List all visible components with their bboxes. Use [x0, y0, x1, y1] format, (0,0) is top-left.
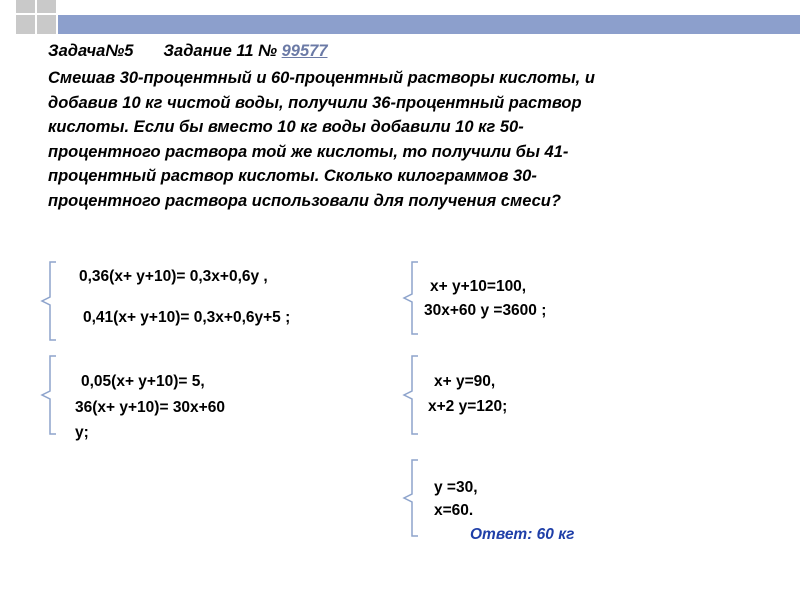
system5-eq2: x=60. [434, 502, 474, 519]
problem-line: добавив 10 кг чистой воды, получили 36-процентный раствор [48, 93, 582, 112]
problem-line: Смешав 30-процентный и 60-процентный растворы кислоты, и [48, 69, 595, 87]
system2-eq1: x+ y+10=100, [430, 278, 527, 295]
system-brace-3 [38, 356, 60, 434]
system3-eq3: y; [75, 424, 89, 441]
assignment-label: Задание 11 № [163, 42, 278, 60]
decor-square-2 [37, 0, 56, 13]
decor-square-3 [16, 15, 35, 34]
problem-line: кислоты. Если бы вместо 10 кг воды добавили 10 кг 50- [48, 118, 524, 136]
answer-text: Ответ: 60 кг [470, 526, 575, 543]
task-title [48, 42, 328, 61]
system4-eq2: x+2 y=120; [428, 398, 508, 415]
decor-square-4 [37, 15, 56, 34]
task-label: Задача№5 [48, 42, 134, 60]
problem-statement [48, 66, 748, 213]
system-brace-1 [38, 262, 60, 340]
problem-line: процентный раствор кислоты. Сколько килограммов 30- [48, 167, 537, 185]
decor-square-1 [16, 0, 35, 13]
system1-eq1: 0,36(x+ y+10)= 0,3x+0,6y , [79, 268, 268, 285]
system3-eq1: 0,05(x+ y+10)= 5, [81, 373, 205, 390]
system2-eq2: 30x+60 y =3600 ; [424, 302, 547, 319]
system3-eq2: 36(x+ y+10)= 30x+60 [75, 399, 225, 416]
assignment-number-link[interactable]: 99577 [281, 42, 328, 60]
system1-eq2: 0,41(x+ y+10)= 0,3x+0,6y+5 ; [83, 309, 291, 326]
system-brace-4 [400, 356, 422, 434]
problem-line: процентного раствора той же кислоты, то получили бы 41- [48, 142, 569, 161]
slide-decoration [0, 0, 800, 40]
system5-eq1: y =30, [434, 479, 478, 496]
system-brace-2 [400, 262, 422, 334]
decor-bar [58, 15, 800, 34]
problem-line: процентного раствора использовали для получения смеси? [48, 191, 561, 210]
system4-eq1: x+ y=90, [434, 373, 496, 390]
system-brace-5 [400, 460, 422, 536]
